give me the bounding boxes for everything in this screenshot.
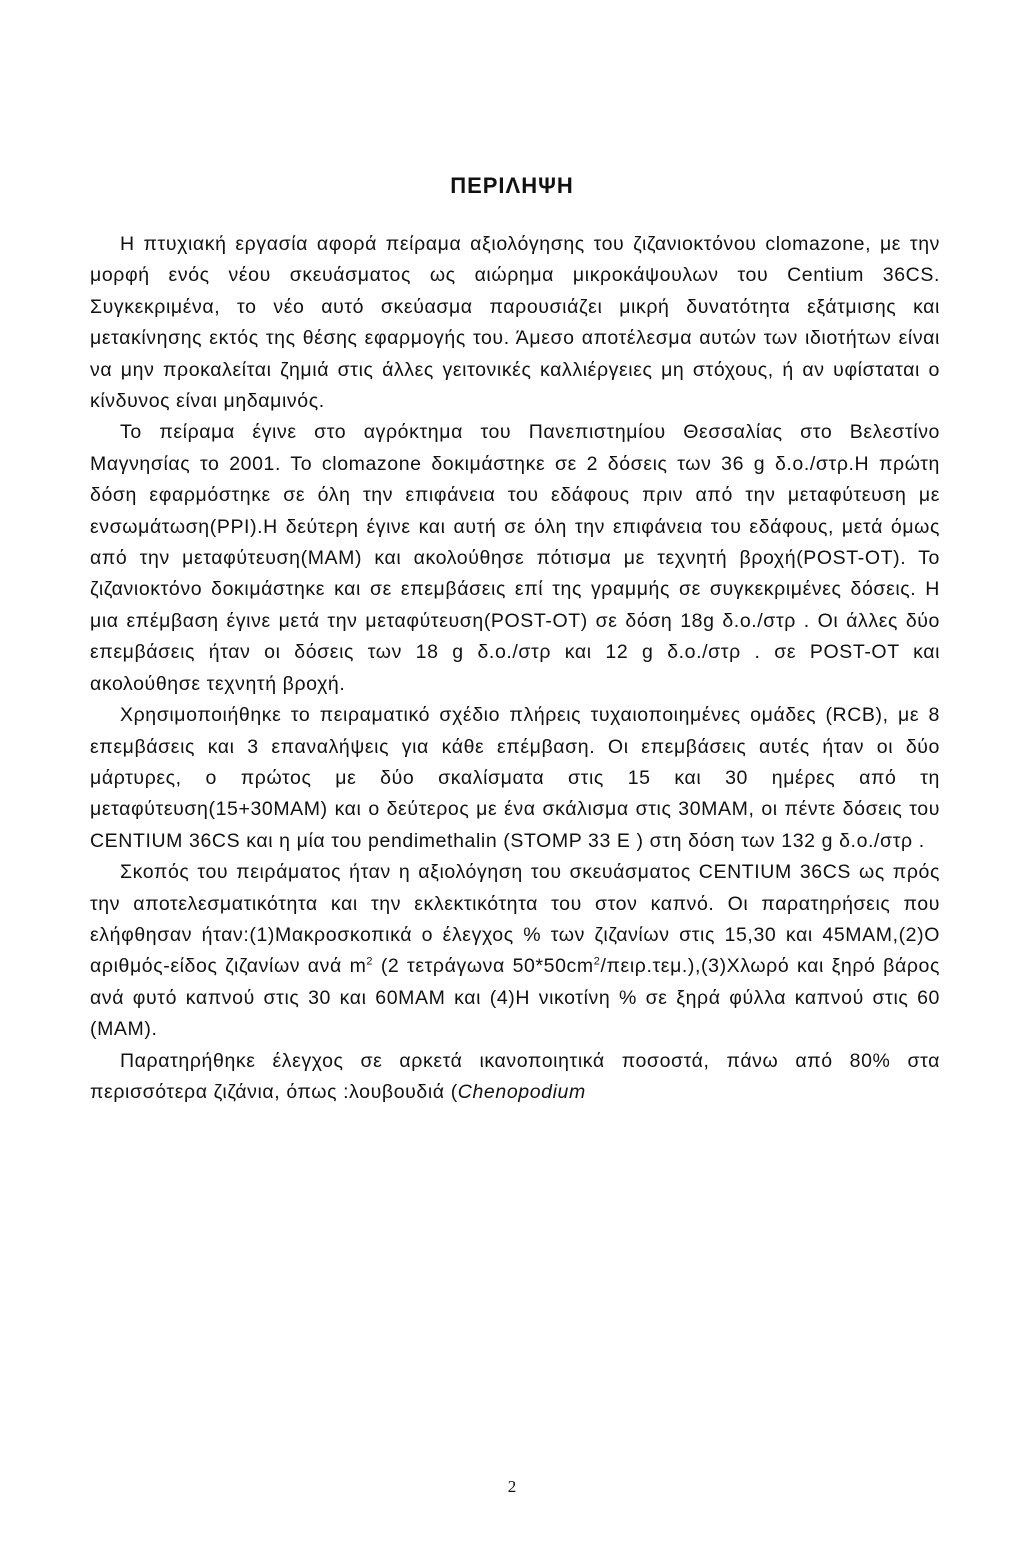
paragraph-2: Το πείραμα έγινε στο αγρόκτημα του Πανεπιστημίου Θεσσαλίας στο Βελεστίνο Μαγνησίας το 2001. Το clomazone δοκιμάστηκε σε 2 δόσεις των 36 g δ.ο./στρ.Η πρώτη δόση εφαρμόστηκε σε όλη την επιφάνεια του εδάφους πριν από την μεταφύτευση με ενσωμάτωση(PPI).Η δεύτερη έγινε και αυτή σε όλη την επιφάνεια του εδάφους, μετά όμως από την μεταφύτευση(MAM) και ακολούθησε πότισμα με τεχνητή βροχή(POST-OT). Το ζιζανιοκτόνο δοκιμάστηκε και σε επεμβάσεις επί της γραμμής σε συγκεκριμένες δόσεις. Η μια επέμβαση έγινε μετά την μεταφύτευση(POST-OT) σε δόση 18g δ.ο./στρ . Οι άλλες δύο επεμβάσεις ήταν οι δόσεις των 18 g δ.ο./στρ και 12 g δ.ο./στρ . σε POST-OT και ακολούθησε τεχνητή βροχή. — [90, 421, 940, 695]
page-title: ΠΕΡΙΛΗΨΗ — [450, 173, 574, 198]
paragraph-1: Η πτυχιακή εργασία αφορά πείραμα αξιολόγησης του ζιζανιοκτόνου clomazone, με την μορφή ενός νέου σκευάσματος ως αιώρημα μικροκάψουλων του Centium 36CS. Συγκεκριμένα, το νέο αυτό σκεύασμα παρουσιάζει μικρή δυνατότητα εξάτμισης και μετακίνησης εκτός της θέσης εφαρμογής του. Άμεσο αποτέλεσμα αυτών των ιδιοτήτων είναι να μην προκαλείται ζημιά στις άλλες γειτονικές καλλιέργειες μη στόχους, ή αν υφίσταται ο κίνδυνος είναι μηδαμινός. — [90, 233, 940, 413]
paragraph-4-text-b: (2 τετράγωνα 50*50cm — [373, 955, 594, 978]
abstract-body — [90, 229, 940, 1108]
paragraph-3: Χρησιμοποιήθηκε το πειραματικό σχέδιο πλήρεις τυχαιοποιημένες ομάδες (RCB), με 8 επεμβάσεις και 3 επαναλήψεις για κάθε επέμβαση. Οι επεμβάσεις αυτές ήταν οι δύο μάρτυρες, ο πρώτος με δύο σκαλίσματα στις 15 και 30 ημέρες από τη μεταφύτευση(15+30MAM) και ο δεύτερος με ένα σκάλισμα στις 30MAM, οι πέντε δόσεις του CENTIUM 36CS και η μία του pendimethalin (STOMP 33 E ) στη δόση των 132 g δ.ο./στρ . — [90, 704, 940, 852]
page-number: 2 — [507, 1477, 517, 1496]
paragraph-5 — [90, 1046, 940, 1109]
species-name: Chenopodium — [457, 1080, 586, 1103]
paragraph-4 — [90, 857, 940, 1045]
paragraph-5-text: Παρατηρήθηκε έλεγχος σε αρκετά ικανοποιητικά ποσοστά, πάνω από 80% στα περισσότερα ζιζάνια, όπως :λουβουδιά ( — [90, 1049, 940, 1103]
superscript: 2 — [366, 955, 374, 968]
paragraph-4-text-a: Σκοπός του πειράματος ήταν η αξιολόγηση του σκευάσματος CENTIUM 36CS ως πρός την αποτελεσματικότητα και την εκλεκτικότητα του στον καπνό. Οι παρατηρήσεις που ελήφθησαν ήταν:(1)Μακροσκοπικά ο έλεγχος % των ζιζανίων στις 15,30 και 45MAM,(2)Ο αριθμός-είδος ζιζανίων ανά m — [90, 861, 940, 978]
superscript: 2 — [593, 955, 601, 968]
paragraph-4-text-c: /πειρ.τεμ.),(3)Χλωρό και ξηρό βάρος ανά φυτό καπνού στις 30 και 60MAM και (4)Η νικοτίνη % σε ξηρά φύλλα καπνού στις 60 (MAM). — [90, 955, 940, 1041]
